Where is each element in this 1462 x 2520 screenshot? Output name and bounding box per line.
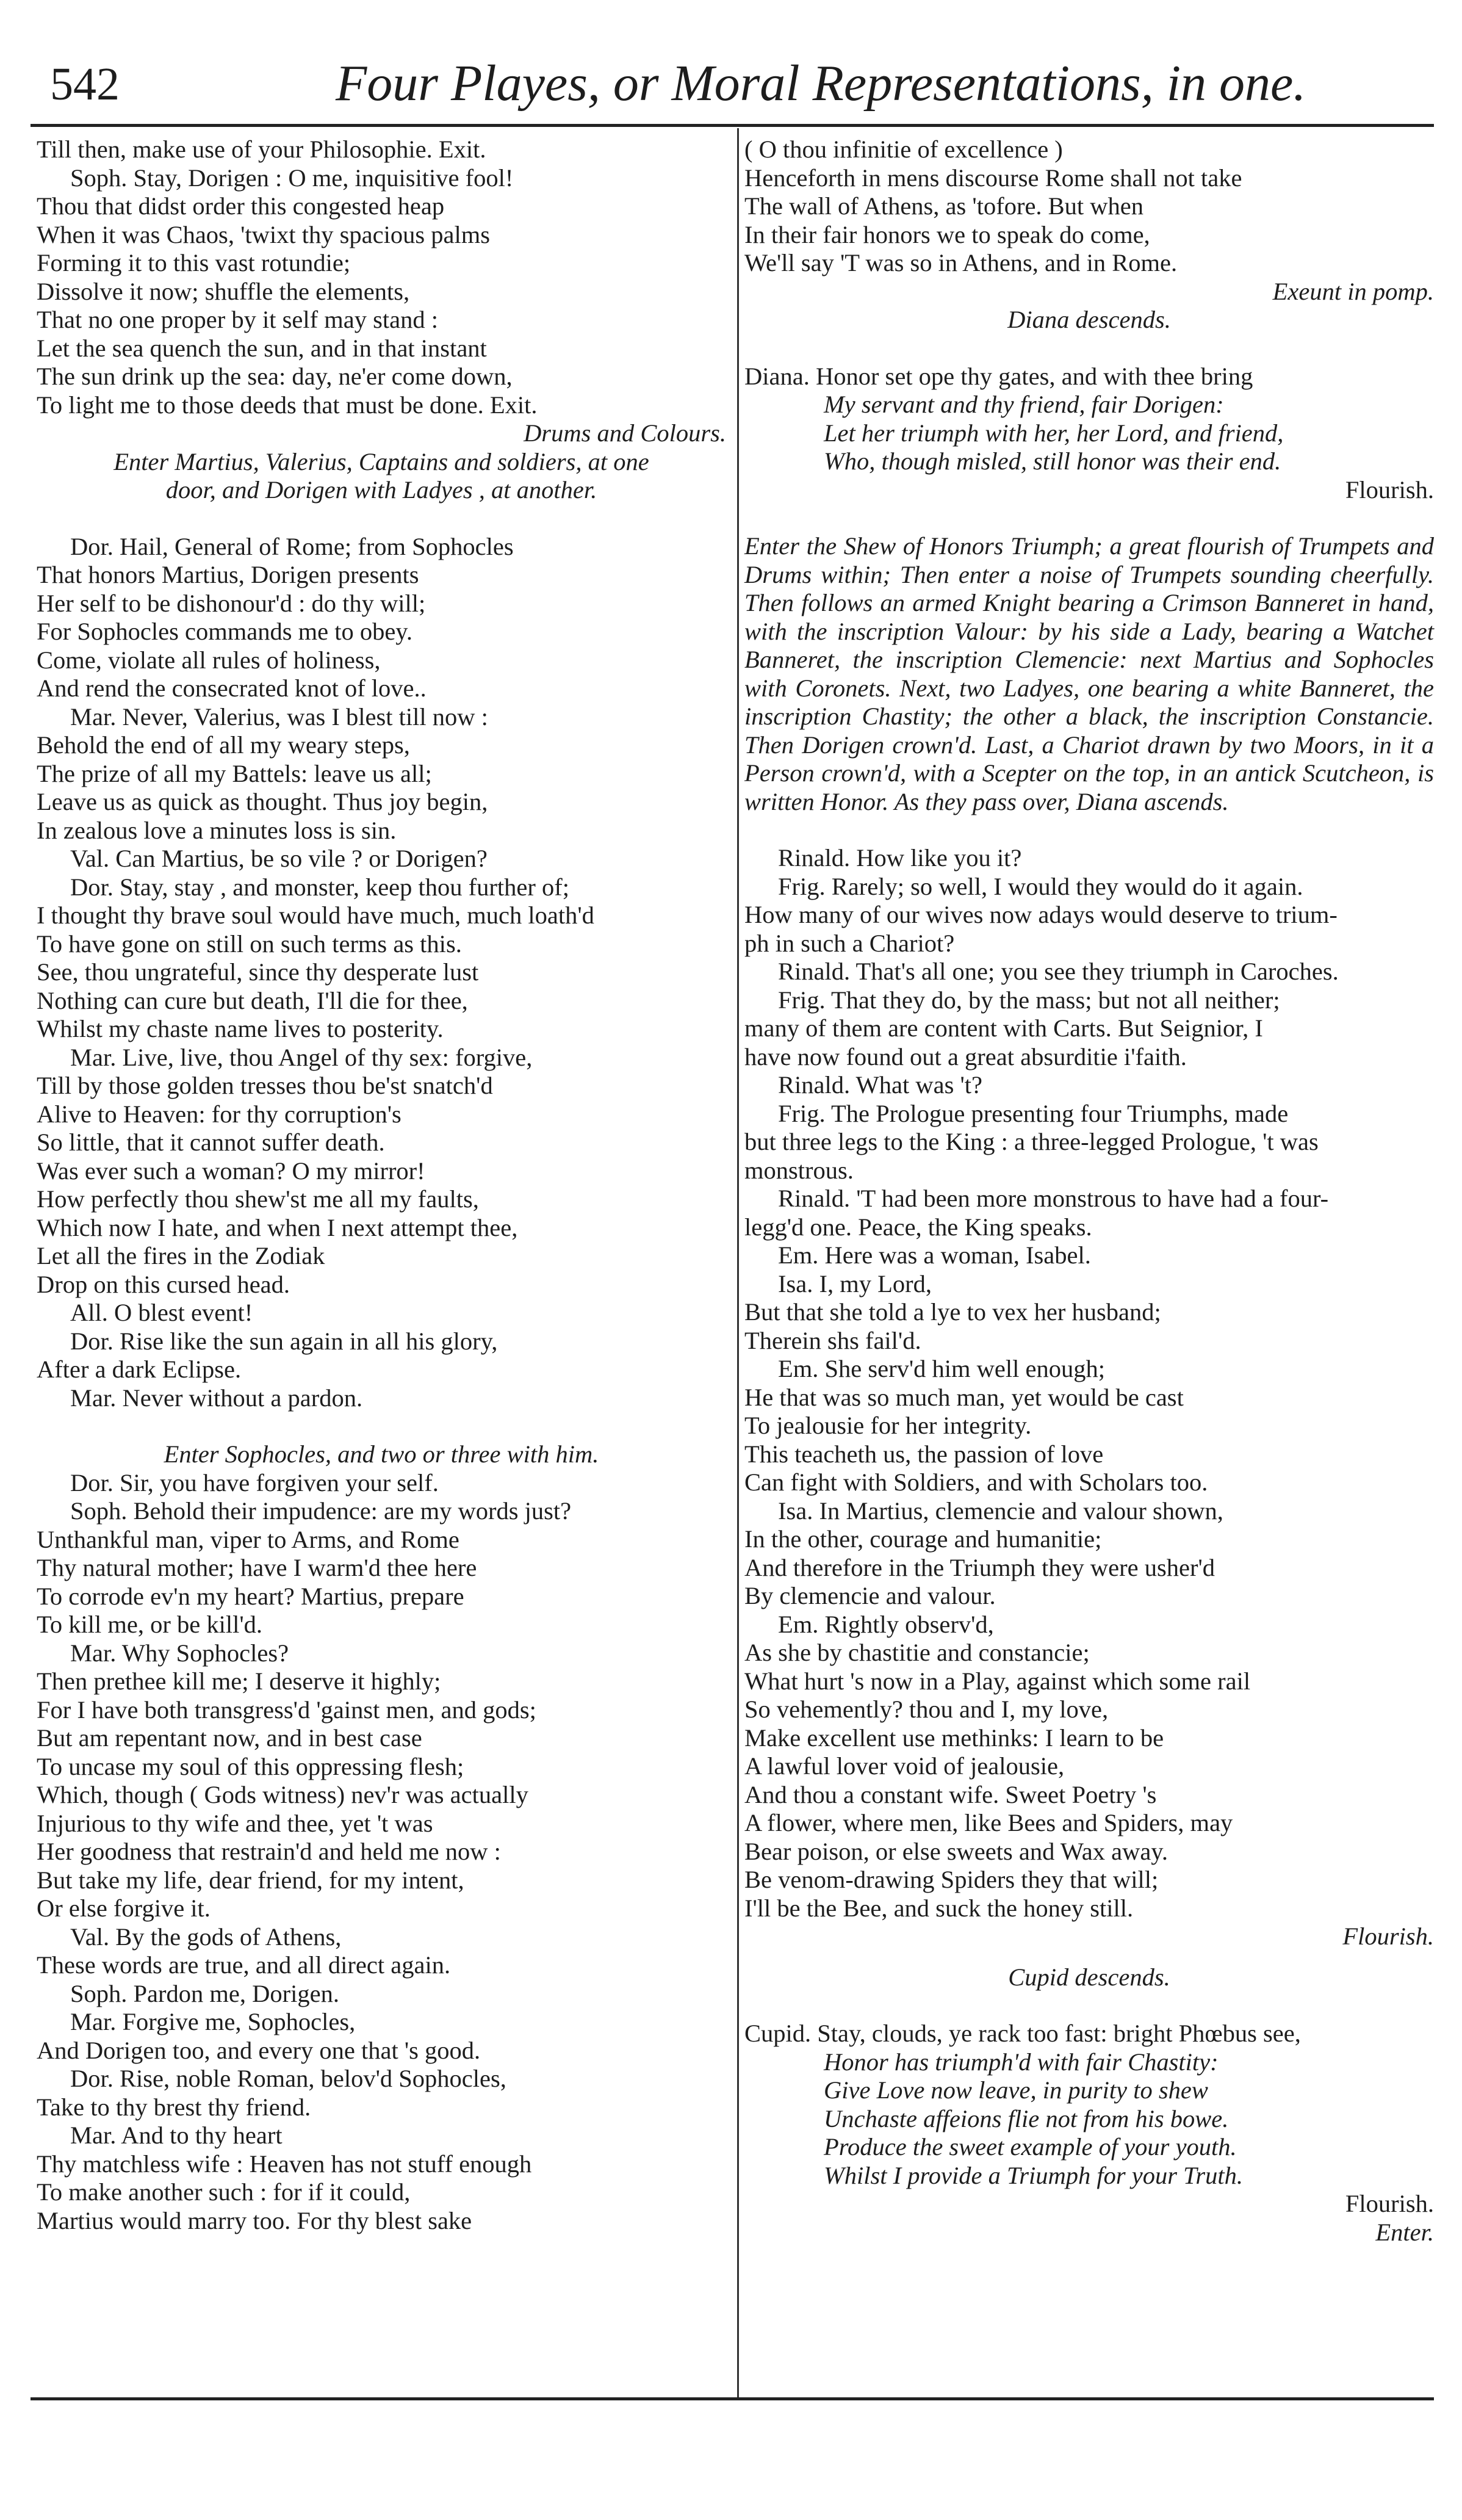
verse-line: This teacheth us, the passion of love — [744, 1440, 1104, 1468]
verse-line: Isa. In Martius, clemencie and valour shown, — [778, 1496, 1223, 1525]
verse-line: To light me to those deeds that must be done. Exit. — [37, 391, 538, 419]
verse-line: Take to thy brest thy friend. — [37, 2093, 311, 2121]
stage-direction: Flourish. — [1345, 2190, 1434, 2217]
verse-line: Her goodness that restrain'd and held me now : — [37, 1838, 501, 1865]
verse-line: When it was Chaos, 'twixt thy spacious palms — [37, 220, 490, 248]
verse-line: How perfectly thou shew'st me all my faults, — [37, 1185, 479, 1213]
book-page — [18, 0, 1444, 2520]
verse-line: Rinald. 'T had been more monstrous to have had a four- — [778, 1185, 1329, 1212]
verse-line: Soph. Behold their impudence: are my words just? — [70, 1497, 572, 1525]
verse-line: ph in such a Chariot? — [744, 929, 955, 957]
verse-line: But take my life, dear friend, for my intent, — [37, 1866, 464, 1894]
verse-line: legg'd one. Peace, the King speaks. — [744, 1213, 1092, 1241]
verse-line: But am repentant now, and in best case — [37, 1724, 422, 1752]
verse-line: The sun drink up the sea: day, ne'er come down, — [37, 363, 513, 390]
verse-line: Drop on this cursed head. — [37, 1270, 290, 1298]
verse-line: In their fair honors we to speak do come, — [744, 220, 1150, 248]
header-rule — [31, 124, 1434, 127]
verse-line: Em. She serv'd him well enough; — [778, 1355, 1105, 1382]
verse-line: Honor has triumph'd with fair Chastity: — [824, 2048, 1219, 2076]
verse-line: Dor. Rise, noble Roman, belov'd Sophocles, — [70, 2065, 506, 2092]
verse-line: Frig. Rarely; so well, I would they would do it again. — [778, 872, 1303, 900]
verse-line: Injurious to thy wife and thee, yet 't was — [37, 1809, 433, 1837]
verse-line: Frig. The Prologue presenting four Triumphs, made — [778, 1099, 1289, 1127]
verse-line: After a dark Eclipse. — [37, 1356, 242, 1383]
footer-rule — [31, 2397, 1434, 2400]
verse-line: To jealousie for her integrity. — [744, 1412, 1032, 1439]
verse-line: Whilst I provide a Triumph for your Truth. — [824, 2161, 1244, 2189]
verse-line: Then prethee kill me; I deserve it highly; — [37, 1667, 441, 1695]
verse-line: Be venom-drawing Spiders they that will; — [744, 1866, 1159, 1893]
verse-line: So little, that it cannot suffer death. — [37, 1128, 385, 1156]
verse-line: Thou that didst order this congested heap — [37, 192, 445, 220]
verse-line: We'll say 'T was so in Athens, and in Rome. — [744, 249, 1178, 276]
left-column — [37, 135, 726, 2235]
stage-direction: Flourish. — [1345, 475, 1434, 504]
verse-line: Till then, make use of your Philosophie. Exit. — [37, 135, 486, 163]
verse-line: To corrode ev'n my heart? Martius, prepare — [37, 1582, 464, 1610]
verse-line: Or else forgive it. — [37, 1894, 211, 1922]
verse-line: Martius would marry too. For thy blest sake — [37, 2206, 472, 2234]
verse-line: Let the sea quench the sun, and in that instant — [37, 334, 487, 362]
verse-line: Soph. Stay, Dorigen : O me, inquisitive fool! — [70, 164, 514, 192]
verse-line: Mar. And to thy heart — [70, 2121, 283, 2149]
verse-line: In zealous love a minutes loss is sin. — [37, 816, 397, 844]
verse-line: Who, though misled, still honor was their end. — [824, 447, 1281, 475]
verse-line: Which, though ( Gods witness) nev'r was actually — [37, 1781, 528, 1808]
verse-line: Behold the end of all my weary steps, — [37, 731, 410, 759]
verse-line: Make excellent use methinks: I learn to be — [744, 1724, 1164, 1752]
verse-line: What hurt 's now in a Play, against which some rail — [744, 1667, 1251, 1695]
verse-line: A flower, where men, like Bees and Spiders, may — [744, 1809, 1233, 1836]
verse-line: I thought thy brave soul would have much, much loath'd — [37, 901, 594, 929]
verse-line: Was ever such a woman? O my mirror! — [37, 1157, 425, 1185]
verse-line: but three legs to the King : a three-legged Prologue, 't was — [744, 1128, 1319, 1155]
running-title: Four Playes, or Moral Representations, in one. — [336, 55, 1306, 112]
verse-line: Mar. Never, Valerius, was I blest till now : — [70, 702, 488, 731]
catchword: Enter. — [1375, 2218, 1434, 2246]
verse-line: Dor. Stay, stay , and monster, keep thou further of; — [70, 873, 569, 901]
stage-direction: Enter Sophocles, and two or three with him. — [164, 1440, 599, 1468]
verse-line: And Dorigen too, and every one that 's good. — [37, 2036, 481, 2064]
verse-line: many of them are content with Carts. But Seignior, I — [744, 1014, 1263, 1042]
verse-line: Leave us as quick as thought. Thus joy begin, — [37, 788, 488, 815]
stage-direction-paragraph: Enter the Shew of Honors Triumph; a great flourish of Trumpets and Drums within; Then enter a noise of Trumpets sounding cheerfully. Then follows an armed Knight bearing a Crimson Banneret in hand, with the inscription Valour: by his side a Lady, bearing a Watchet Banneret, the inscription Clemencie: next Martius and Sophocles with Coronets. Next, two Ladyes, one bearing a white Banneret, the inscription Chastity; the other a black, the inscription Constancie. Then Dorigen crown'd. Last, a Chariot drawn by two Moors, in it a Person crown'd, with a Scepter on the top, in an antick Scutcheon, is written Honor. As they pass over, Diana ascends. — [744, 532, 1434, 815]
verse-line: The prize of all my Battels: leave us all; — [37, 759, 432, 787]
verse-line: See, thou ungrateful, since thy desperate lust — [37, 958, 479, 986]
verse-line: A lawful lover void of jealousie, — [744, 1752, 1065, 1780]
verse-line: For I have both transgress'd 'gainst men, and gods; — [37, 1695, 536, 1724]
verse-line: Forming it to this vast rotundie; — [37, 249, 351, 276]
verse-line: Rinald. What was 't? — [778, 1071, 982, 1099]
verse-line: I'll be the Bee, and suck the honey still. — [744, 1894, 1134, 1922]
verse-line: All. O blest event! — [70, 1299, 253, 1326]
verse-line: Mar. Why Sophocles? — [70, 1639, 289, 1667]
verse-line: The wall of Athens, as 'tofore. But when — [744, 192, 1144, 220]
verse-line: Isa. I, my Lord, — [778, 1269, 932, 1298]
verse-line: Therein shs fail'd. — [744, 1326, 921, 1354]
verse-line: Can fight with Soldiers, and with Scholars too. — [744, 1468, 1208, 1496]
verse-line: But that she told a lye to vex her husband; — [744, 1298, 1161, 1326]
verse-line: To have gone on still on such terms as this. — [37, 930, 462, 958]
verse-line: To kill me, or be kill'd. — [37, 1611, 263, 1638]
verse-line: Come, violate all rules of holiness, — [37, 646, 381, 674]
verse-line: Thy natural mother; have I warm'd thee here — [37, 1554, 477, 1581]
verse-line: Diana. Honor set ope thy gates, and with thee bring — [744, 362, 1253, 390]
column-rule — [737, 128, 739, 2397]
verse-line: For Sophocles commands me to obey. — [37, 618, 413, 645]
verse-line: Unthankful man, viper to Arms, and Rome — [37, 1525, 459, 1553]
stage-direction: Cupid descends. — [1008, 1963, 1170, 1991]
verse-line: Mar. Never without a pardon. — [70, 1384, 363, 1412]
stage-direction: door, and Dorigen with Ladyes , at another. — [165, 476, 597, 504]
verse-line: Soph. Pardon me, Dorigen. — [70, 1979, 339, 2007]
verse-line: Frig. That they do, by the mass; but not all neither; — [778, 986, 1280, 1014]
verse-line: And thou a constant wife. Sweet Poetry 's — [744, 1780, 1157, 1808]
verse-line: monstrous. — [744, 1156, 854, 1184]
verse-line: Give Love now leave, in purity to shew — [824, 2076, 1208, 2104]
verse-line: And therefore in the Triumph they were usher'd — [744, 1553, 1215, 1581]
verse-line: Which now I hate, and when I next attempt thee, — [37, 1213, 518, 1241]
right-column — [744, 135, 1434, 2247]
verse-line: Thy matchless wife : Heaven has not stuff enough — [37, 2150, 532, 2178]
verse-line: ( O thou infinitie of excellence ) — [744, 135, 1063, 163]
verse-line: He that was so much man, yet would be cast — [744, 1383, 1184, 1411]
verse-line: Rinald. How like you it? — [778, 844, 1022, 872]
verse-line: And rend the consecrated knot of love.. — [37, 674, 427, 702]
verse-line: Em. Here was a woman, Isabel. — [778, 1241, 1091, 1269]
verse-line: That no one proper by it self may stand : — [37, 306, 438, 333]
verse-line: have now found out a great absurditie i'faith. — [744, 1042, 1187, 1070]
verse-line: Mar. Forgive me, Sophocles, — [70, 2008, 356, 2035]
verse-line: Val. Can Martius, be so vile ? or Dorigen? — [70, 845, 488, 872]
verse-line: To uncase my soul of this oppressing flesh; — [37, 1752, 464, 1780]
verse-line: Dor. Rise like the sun again in all his glory, — [70, 1327, 498, 1355]
verse-line: Till by those golden tresses thou be'st snatch'd — [37, 1072, 493, 1099]
verse-line: To make another such : for if it could, — [37, 2178, 411, 2206]
stage-direction: Flourish. — [1342, 1922, 1434, 1950]
verse-line: Dor. Sir, you have forgiven your self. — [70, 1468, 439, 1496]
verse-line: Unchaste affeions flie not from his bowe. — [824, 2104, 1229, 2132]
verse-line: Dissolve it now; shuffle the elements, — [37, 277, 410, 305]
verse-line: Val. By the gods of Athens, — [70, 1922, 342, 1951]
verse-line: Let all the fires in the Zodiak — [37, 1242, 325, 1269]
verse-line: My servant and thy friend, fair Dorigen: — [824, 391, 1224, 418]
verse-line: Cupid. Stay, clouds, ye rack too fast: bright Phœbus see, — [744, 2020, 1301, 2047]
verse-line: Her self to be dishonour'd : do thy will; — [37, 589, 426, 617]
verse-line: By clemencie and valour. — [744, 1582, 996, 1609]
stage-direction: Exeunt in pomp. — [1272, 277, 1434, 305]
verse-line: As she by chastitie and constancie; — [744, 1639, 1090, 1666]
verse-line: Mar. Live, live, thou Angel of thy sex: forgive, — [70, 1043, 533, 1071]
verse-line: These words are true, and all direct again. — [37, 1951, 451, 1979]
verse-line: In the other, courage and humanitie; — [744, 1525, 1102, 1553]
verse-line: That honors Martius, Dorigen presents — [37, 561, 419, 588]
verse-line: Produce the sweet example of your youth. — [824, 2133, 1237, 2161]
verse-line: Henceforth in mens discourse Rome shall not take — [744, 164, 1242, 192]
verse-line: Rinald. That's all one; you see they triumph in Caroches. — [778, 958, 1339, 985]
verse-line: Dor. Hail, General of Rome; from Sophocles — [70, 532, 514, 560]
verse-line: So vehemently? thou and I, my love, — [744, 1695, 1109, 1723]
verse-line: Nothing can cure but death, I'll die for thee, — [37, 986, 468, 1014]
verse-line: Alive to Heaven: for thy corruption's — [37, 1100, 402, 1128]
verse-line: Whilst my chaste name lives to posterity. — [37, 1015, 444, 1042]
page-number: 542 — [50, 59, 120, 110]
verse-line: Bear poison, or else sweets and Wax away. — [744, 1837, 1169, 1865]
verse-line: Em. Rightly observ'd, — [778, 1610, 994, 1638]
verse-line: Let her triumph with her, her Lord, and friend, — [824, 419, 1284, 447]
stage-direction: Enter Martius, Valerius, Captains and soldiers, at one — [113, 447, 649, 475]
stage-direction: Diana descends. — [1007, 306, 1171, 333]
verse-line: How many of our wives now adays would deserve to trium- — [744, 901, 1338, 928]
stage-direction: Drums and Colours. — [524, 419, 726, 447]
